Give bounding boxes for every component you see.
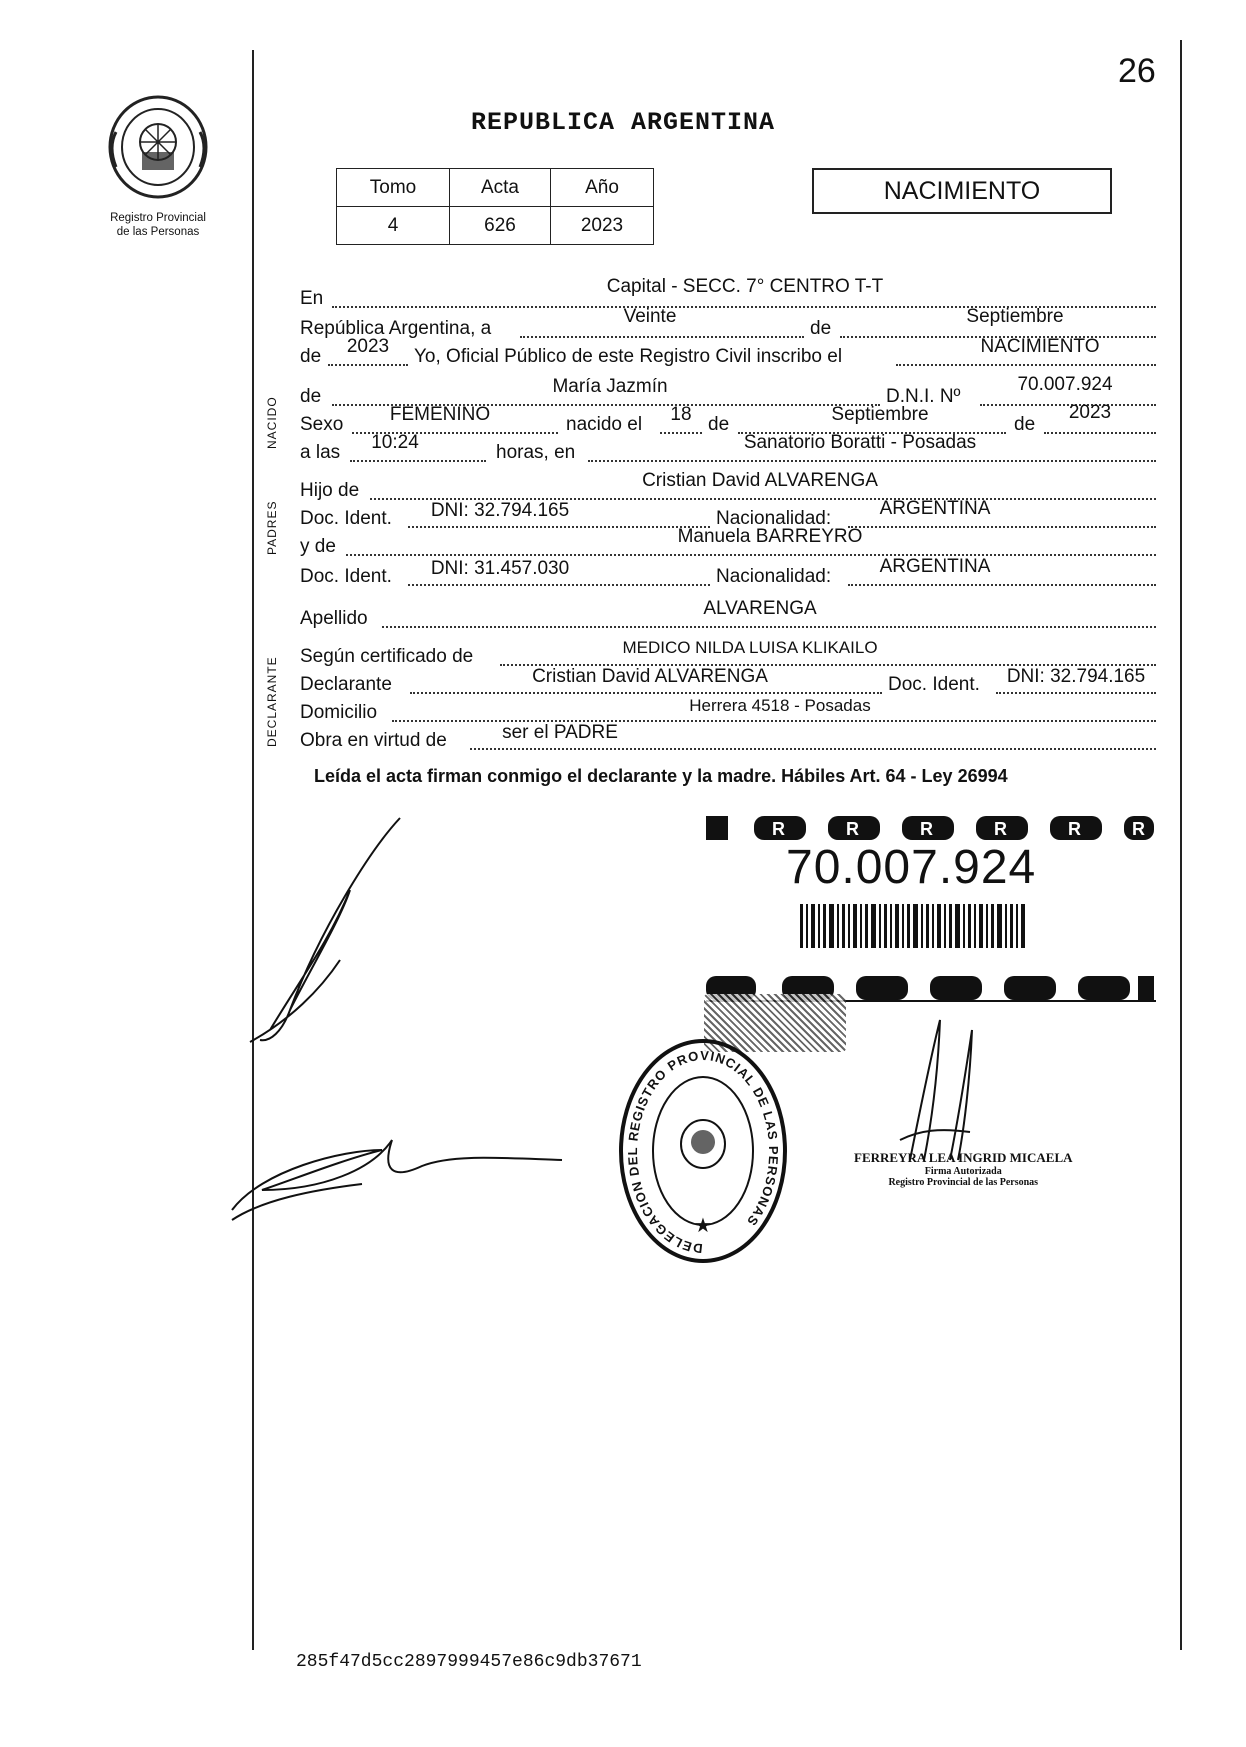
- dots-obra: [470, 748, 1156, 750]
- value-hora: 10:24: [371, 432, 419, 453]
- label-doc-ident2: Doc. Ident.: [300, 566, 392, 587]
- value-anio-nac: 2023: [1068, 402, 1112, 423]
- label-sexo: Sexo: [300, 414, 344, 435]
- value-padre: Cristian David ALVARENGA: [642, 470, 878, 491]
- label-de-mes: de: [810, 318, 832, 339]
- closing-statement: Leída el acta firman conmigo el declarante y la madre. Hábiles Art. 64 - Ley 26994: [314, 766, 1008, 786]
- logo-caption-line1: Registro Provincial: [110, 212, 206, 224]
- label-declarante: Declarante: [300, 674, 392, 695]
- value-nombre: María Jazmín: [552, 376, 668, 397]
- label-en: En: [300, 288, 324, 309]
- authority-role: Firma Autorizada: [924, 1166, 1002, 1177]
- value-tipo: NACIMIENTO: [980, 336, 1100, 357]
- value-certificado: MEDICO NILDA LUISA KLIKAILO: [622, 638, 878, 657]
- side-label-declarante: DECLARANTE: [265, 656, 279, 747]
- svg-text:R: R: [920, 819, 933, 839]
- label-dni: D.N.I. Nº: [886, 386, 961, 407]
- label-horas-en: horas, en: [496, 442, 576, 463]
- official-seal-icon: [618, 1038, 788, 1264]
- dots-tipo: [896, 364, 1156, 366]
- tomo-value: 4: [337, 207, 450, 245]
- value-dia: Veinte: [623, 306, 677, 327]
- value-lugar-nac: Sanatorio Boratti - Posadas: [743, 432, 977, 453]
- label-a-las: a las: [300, 442, 341, 463]
- acta-header: Acta: [450, 169, 551, 207]
- label-inscribo: Yo, Oficial Público de este Registro Civil inscribo el: [414, 346, 843, 367]
- side-label-padres: PADRES: [265, 500, 279, 555]
- value-declarante: Cristian David ALVARENGA: [532, 666, 768, 687]
- dots-madre: [346, 554, 1156, 556]
- label-hijo-de: Hijo de: [300, 480, 360, 501]
- barcode-icon: [800, 904, 1026, 948]
- dots-dia: [520, 336, 804, 338]
- declarant-signature: [230, 810, 430, 1050]
- dots-lugar-nac: [588, 460, 1156, 462]
- value-dni: 70.007.924: [1017, 374, 1113, 395]
- tomo-header: Tomo: [337, 169, 450, 207]
- authority-office: Registro Provincial de las Personas: [888, 1177, 1039, 1188]
- svg-text:R: R: [1068, 819, 1081, 839]
- label-de-mes-nac: de: [708, 414, 730, 435]
- label-obra: Obra en virtud de: [300, 730, 447, 751]
- label-nacido-el: nacido el: [566, 414, 643, 435]
- label-segun: Según certificado de: [300, 646, 474, 667]
- label-de-anio-nac: de: [1014, 414, 1036, 435]
- value-anio: 2023: [346, 336, 390, 357]
- label-de-nombre: de: [300, 386, 322, 407]
- value-padre-dni: DNI: 32.794.165: [430, 500, 570, 521]
- dots-madre-nac: [848, 584, 1156, 586]
- value-mes-nac: Septiembre: [831, 404, 929, 425]
- value-mes: Septiembre: [966, 306, 1064, 327]
- value-dia-nac: 18: [670, 404, 692, 425]
- page-number: 26: [1118, 52, 1156, 90]
- acta-value: 626: [450, 207, 551, 245]
- dots-anio-nac: [1044, 432, 1156, 434]
- dots-declarante: [410, 692, 882, 694]
- value-padre-nac: ARGENTINA: [879, 498, 991, 519]
- registry-table: [336, 168, 654, 245]
- act-type-box: NACIMIENTO: [812, 168, 1112, 214]
- value-obra: ser el PADRE: [502, 722, 618, 743]
- document-hash: 285f47d5cc2897999457e86c9db37671: [296, 1652, 642, 1672]
- label-apellido: Apellido: [300, 608, 368, 629]
- label-de-year: de: [300, 346, 322, 367]
- svg-text:DELEGACION DEL REGISTRO PROVIN: DELEGACION DEL REGISTRO PROVINCIAL DE LAS PERSONAS: [625, 1047, 782, 1257]
- label-domicilio: Domicilio: [300, 702, 378, 723]
- svg-text:R: R: [1132, 819, 1145, 839]
- value-madre-dni: DNI: 31.457.030: [430, 558, 570, 579]
- document-title: REPUBLICA ARGENTINA: [470, 108, 776, 137]
- logo-caption-line2: de las Personas: [116, 226, 200, 238]
- dots-year: [328, 364, 408, 366]
- dots-apellido: [382, 626, 1156, 628]
- dots-madre-dni: [408, 584, 710, 586]
- svg-text:★: ★: [694, 1215, 712, 1237]
- anio-header: Año: [551, 169, 654, 207]
- official-signature: [880, 1010, 990, 1170]
- svg-text:R: R: [772, 819, 785, 839]
- side-label-nacido: NACIDO: [265, 396, 279, 449]
- value-madre-nac: ARGENTINA: [879, 556, 991, 577]
- value-madre: Manuela BARREYRO: [677, 526, 863, 547]
- value-apellido: ALVARENGA: [703, 598, 817, 619]
- anio-value: 2023: [551, 207, 654, 245]
- serial-number: 70.007.924: [786, 841, 1037, 894]
- label-doc-ident3: Doc. Ident.: [888, 674, 980, 695]
- mother-signature: [222, 1110, 582, 1230]
- value-domicilio: Herrera 4518 - Posadas: [689, 696, 871, 715]
- label-y-de: y de: [300, 536, 336, 557]
- label-doc-ident1: Doc. Ident.: [300, 508, 392, 529]
- value-sexo: FEMENINO: [389, 404, 491, 425]
- dots-declarante-dni: [996, 692, 1156, 694]
- label-nacionalidad1: Nacionalidad:: [716, 508, 832, 529]
- label-republica: República Argentina, a: [300, 318, 492, 339]
- dots-hora: [350, 460, 486, 462]
- value-declarante-dni: DNI: 32.794.165: [1006, 666, 1146, 687]
- label-nacionalidad2: Nacionalidad:: [716, 566, 832, 587]
- value-lugar: Capital - SECC. 7° CENTRO T-T: [606, 276, 884, 297]
- right-margin-rule: [1180, 40, 1182, 1650]
- dots-dia-nac: [660, 432, 702, 434]
- svg-text:R: R: [846, 819, 859, 839]
- svg-text:R: R: [994, 819, 1007, 839]
- authority-name: FERREYRA LEA INGRID MICAELA: [854, 1150, 1073, 1165]
